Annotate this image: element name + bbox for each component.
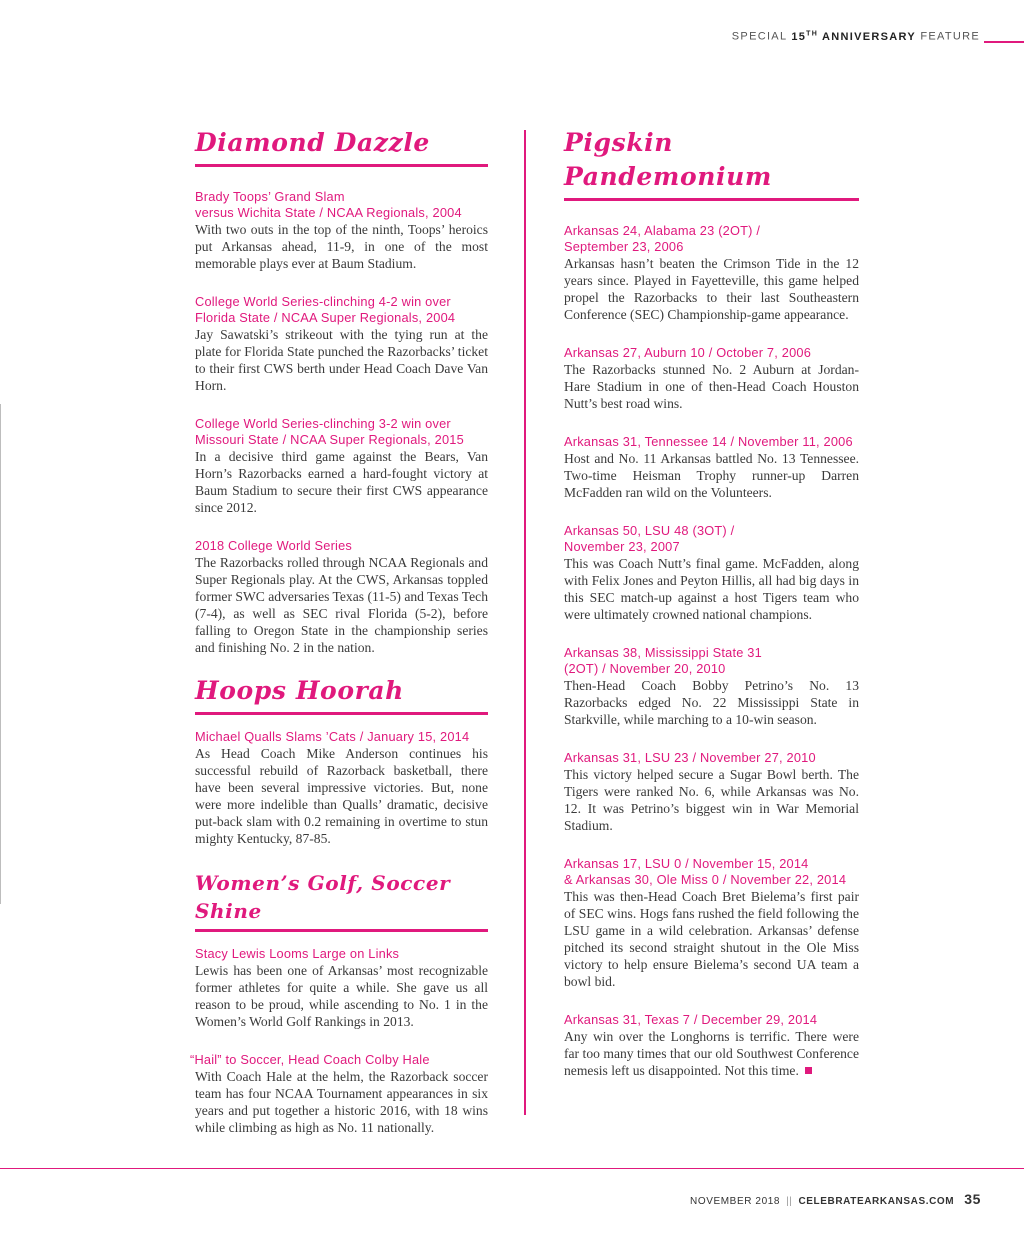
golf-soccer-section <box>190 869 488 1136</box>
article-item <box>195 946 488 1030</box>
item-body: With Coach Hale at the helm, the Razorback soccer team has four NCAA Tournament appearances in six years and put together a historic 2016, with 18 wins while climbing as high as No. 11 nationally. <box>195 1069 488 1135</box>
item-body <box>564 1028 859 1079</box>
section-title: Hoops Hoorah <box>195 676 404 705</box>
edge-line <box>0 404 1 904</box>
item-heading: Arkansas 27, Auburn 10 / October 7, 2006 <box>564 345 812 360</box>
left-column <box>190 126 488 1158</box>
article-item <box>564 223 859 323</box>
item-heading: Arkansas 31, Tennessee 14 / November 11, 2006 <box>564 434 853 449</box>
item-heading: Arkansas 31, Texas 7 / December 29, 2014 <box>564 1012 818 1027</box>
item-heading: Arkansas 17, LSU 0 / November 15, 2014 & Arkansas 30, Ole Miss 0 / November 22, 2014 <box>564 856 847 887</box>
item-heading: College World Series-clinching 4-2 win over Florida State / NCAA Super Regionals, 2004 <box>195 294 456 325</box>
section-title: Women’s Golf, Soccer Shine <box>195 871 451 923</box>
item-body: With two outs in the top of the ninth, Toops’ heroics put Arkansas ahead, 11-9, in one of the most memorable plays ever at Baum Stadium. <box>195 222 488 271</box>
item-body: This was then-Head Coach Bret Bielema’s first pair of SEC wins. Hogs fans rushed the field following the LSU game in a wild celebration. Arkansas’ defense pitched its second straight shutout in the Ole Miss victory to help ensure Bielema’s second UA team a bowl bid. <box>564 889 859 989</box>
footer-separator: || <box>786 1196 793 1207</box>
end-mark-icon <box>805 1067 812 1074</box>
header-bold: ANNIVERSARY <box>818 30 917 43</box>
item-body: This victory helped secure a Sugar Bowl berth. The Tigers were ranked No. 6, while Arkansas was No. 12. It was Petrino’s biggest win in War Memorial Stadium. <box>564 767 859 833</box>
header-number: 15 <box>791 30 807 43</box>
section-title: Pigskin Pandemonium <box>564 128 772 191</box>
item-heading: Brady Toops’ Grand Slam versus Wichita State / NCAA Regionals, 2004 <box>195 189 462 220</box>
header-suffix: FEATURE <box>916 30 980 43</box>
section-title: Diamond Dazzle <box>195 128 430 157</box>
article-item <box>564 434 859 501</box>
issue-date: NOVEMBER 2018 <box>690 1196 781 1207</box>
header-rule <box>984 41 1024 43</box>
article-item <box>564 523 859 623</box>
article-item <box>195 189 488 272</box>
item-heading: Arkansas 50, LSU 48 (3OT) / November 23, 2007 <box>564 523 735 554</box>
item-body: Lewis has been one of Arkansas’ most recognizable former athletes for quite a while. She gave us all reason to be proud, while ascending to No. 1 in the Women’s World Golf Rankings in 2013. <box>195 963 488 1029</box>
article-item <box>195 729 488 847</box>
section-rule <box>195 929 488 932</box>
article-item <box>190 1052 488 1136</box>
item-body: This was Coach Nutt’s final game. McFadden, along with Felix Jones and Peyton Hillis, all had big days in this SEC match-up against a host Tigers team who were ultimately crowned national champions. <box>564 556 859 622</box>
article-item <box>195 294 488 394</box>
article-item <box>564 856 859 990</box>
item-body: Host and No. 11 Arkansas battled No. 13 Tennessee. Two-time Heisman Trophy runner-up Darren McFadden ran wild on the Volunteers. <box>564 451 859 500</box>
footer-rule <box>0 1168 1024 1169</box>
page-number: 35 <box>964 1191 981 1207</box>
item-body: In a decisive third game against the Bears, Van Horn’s Razorbacks earned a hard-fought victory at Baum Stadium to secure their first CWS appearance since 2012. <box>195 449 488 515</box>
page-header <box>0 30 1024 46</box>
item-heading: Stacy Lewis Looms Large on Links <box>195 946 400 961</box>
diamond-section <box>195 126 488 656</box>
item-heading: College World Series-clinching 3-2 win over Missouri State / NCAA Super Regionals, 2015 <box>195 416 464 447</box>
right-column <box>564 126 859 1101</box>
item-body-text: Any win over the Longhorns is terrific. There were far too many times that our old Southwest Conference nemesis left us disappointed. Not this time. <box>564 1029 859 1078</box>
item-body: Then-Head Coach Bobby Petrino’s No. 13 Razorbacks edged No. 22 Mississippi State in Starkville, while marching to a 10-win season. <box>564 678 859 727</box>
column-divider <box>524 130 526 1115</box>
item-heading: Arkansas 38, Mississippi State 31 (2OT) / November 20, 2010 <box>564 645 762 676</box>
item-body: The Razorbacks stunned No. 2 Auburn at Jordan-Hare Stadium in one of then-Head Coach Houston Nutt’s best road wins. <box>564 362 859 411</box>
article-item <box>564 750 859 834</box>
pigskin-section <box>564 126 859 1079</box>
section-rule <box>195 164 488 167</box>
hoops-section <box>195 674 488 847</box>
item-body: Arkansas hasn’t beaten the Crimson Tide in the 12 years since. Played in Fayetteville, this game helped propel the Razorbacks to their last Southeastern Conference (SEC) Championship-game appearance. <box>564 256 859 322</box>
page-footer <box>690 1191 981 1207</box>
website-label: CELEBRATEARKANSAS.COM <box>798 1196 955 1207</box>
item-heading: 2018 College World Series <box>195 538 352 553</box>
header-number-suffix: TH <box>806 30 819 37</box>
item-heading: “Hail” to Soccer, Head Coach Colby Hale <box>190 1052 430 1067</box>
article-item <box>564 345 859 412</box>
article-item <box>564 645 859 728</box>
section-label <box>732 30 980 43</box>
item-body: The Razorbacks rolled through NCAA Regionals and Super Regionals play. At the CWS, Arkansas toppled former SWC adversaries Texas (11-5) and Texas Tech (7-4), as well as SEC rival Florida (5-2), before falling to Oregon State in the championship series and finishing No. 2 in the nation. <box>195 555 488 655</box>
article-item <box>564 1012 859 1079</box>
section-rule <box>564 198 859 201</box>
section-rule <box>195 712 488 715</box>
item-body: Jay Sawatski’s strikeout with the tying run at the plate for Florida State punched the Razorbacks’ ticket to their first CWS berth under Head Coach Dave Van Horn. <box>195 327 488 393</box>
item-body: As Head Coach Mike Anderson continues his successful rebuild of Razorback basketball, there have been several impressive victories. But, none were more indelible than Qualls’ dramatic, decisive put-back slam with 0.2 remaining in overtime to stun mighty Kentucky, 87-85. <box>195 746 488 846</box>
article-item <box>195 538 488 656</box>
article-item <box>195 416 488 516</box>
header-prefix: SPECIAL <box>731 30 792 43</box>
item-heading: Arkansas 31, LSU 23 / November 27, 2010 <box>564 750 816 765</box>
item-heading: Arkansas 24, Alabama 23 (2OT) / September 23, 2006 <box>564 223 761 254</box>
item-heading: Michael Qualls Slams ’Cats / January 15, 2014 <box>195 729 470 744</box>
